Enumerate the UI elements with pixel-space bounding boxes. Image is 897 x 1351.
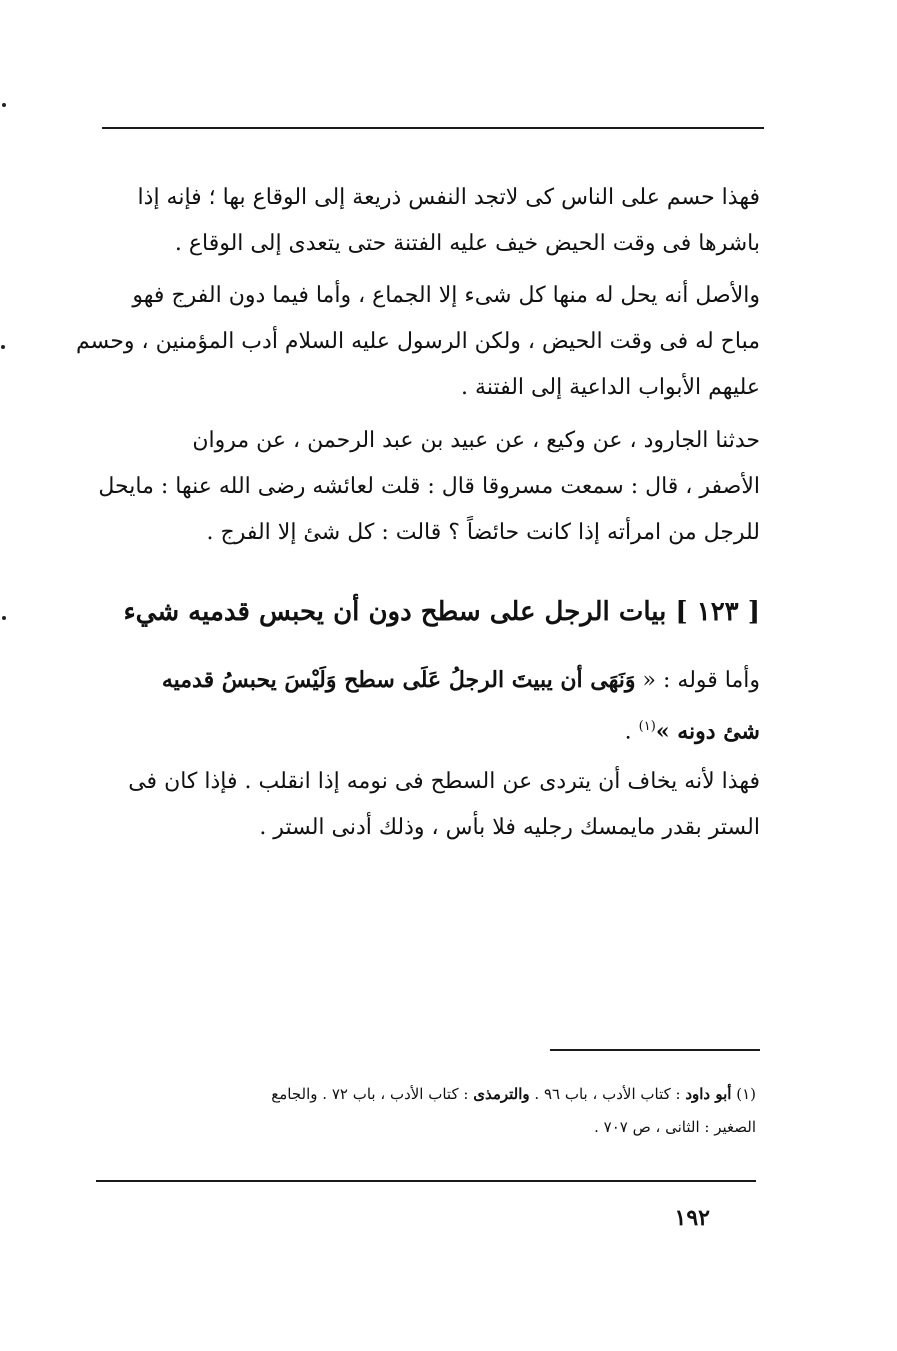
text-line: للرجل من امرأته إذا كانت حائضاً ؟ قالت : كل شئ إلا الفرج . xyxy=(206,520,760,545)
scan-speck xyxy=(2,103,6,107)
text-line xyxy=(100,704,760,755)
text-line: عليهم الأبواب الداعية إلى الفتنة . xyxy=(461,375,760,400)
text-line: مباح له فى وقت الحيض ، ولكن الرسول عليه السلام أدب المؤمنين ، وحسم xyxy=(76,329,760,354)
scan-speck xyxy=(1,345,5,349)
paragraph-4 xyxy=(100,657,760,755)
text-line: الأصفر ، قال : سمعت مسروقا قال : قلت لعائشه رضى الله عنها : مايحل xyxy=(98,474,760,499)
footnote-ref-text: : كتاب الأدب ، باب ٩٦ . xyxy=(529,1085,686,1103)
text-line xyxy=(100,657,760,704)
text-line: فهذا حسم على الناس كى لاتجد النفس ذريعة إلى الوقاع بها ؛ فإنه إذا xyxy=(137,185,760,210)
period: . xyxy=(624,719,639,745)
bottom-rule xyxy=(96,1180,756,1182)
text-line: حدثنا الجارود ، عن وكيع ، عن عبيد بن عبد الرحمن ، عن مروان xyxy=(192,428,760,453)
paragraph-3 xyxy=(100,418,760,556)
paragraph-1 xyxy=(100,175,760,267)
text-line: والأصل أنه يحل له منها كل شىء إلا الجماع ، وأما فيما دون الفرج فهو xyxy=(132,283,760,308)
footnote-rule xyxy=(550,1049,760,1051)
paragraph-2 xyxy=(76,273,760,411)
text-line: فهذا لأنه يخاف أن يتردى عن السطح فى نومه إذا انقلب . فإذا كان فى xyxy=(128,769,760,794)
scan-speck xyxy=(2,616,6,620)
text-line: الستر بقدر مايمسك رجليه فلا بأس ، وذلك أدنى الستر . xyxy=(259,815,760,840)
text-line: باشرها فى وقت الحيض خيف عليه الفتنة حتى يتعدى إلى الوقاع . xyxy=(174,231,760,256)
footnote-ref: (١) xyxy=(638,719,656,734)
footnote xyxy=(96,1078,756,1144)
paragraph-5 xyxy=(100,759,760,851)
hadith-quote: شئ دونه » xyxy=(655,718,760,745)
page-number: ١٩٢ xyxy=(674,1205,710,1231)
footnote-line: الصغير : الثانى ، ص ٧٠٧ . xyxy=(594,1118,756,1136)
intro-text: وأما قوله : « xyxy=(635,668,760,693)
hadith-quote: وَنَهَى أن يبيتَ الرجلُ عَلَى سطح وَلَيْسَ يحبسُ قدميه xyxy=(161,667,636,693)
top-rule xyxy=(102,127,764,129)
footnote-line xyxy=(96,1078,756,1111)
section-heading: [ ١٢٣ ] بيات الرجل على سطح دون أن يحبس قدميه شيء xyxy=(123,597,760,627)
footnote-ref-text: : كتاب الأدب ، باب ٧٢ . والجامع xyxy=(271,1085,474,1103)
footnote-number: (١) xyxy=(736,1085,756,1103)
footnote-author: أبو داود xyxy=(685,1085,732,1103)
footnote-author: والترمذى xyxy=(473,1085,530,1103)
